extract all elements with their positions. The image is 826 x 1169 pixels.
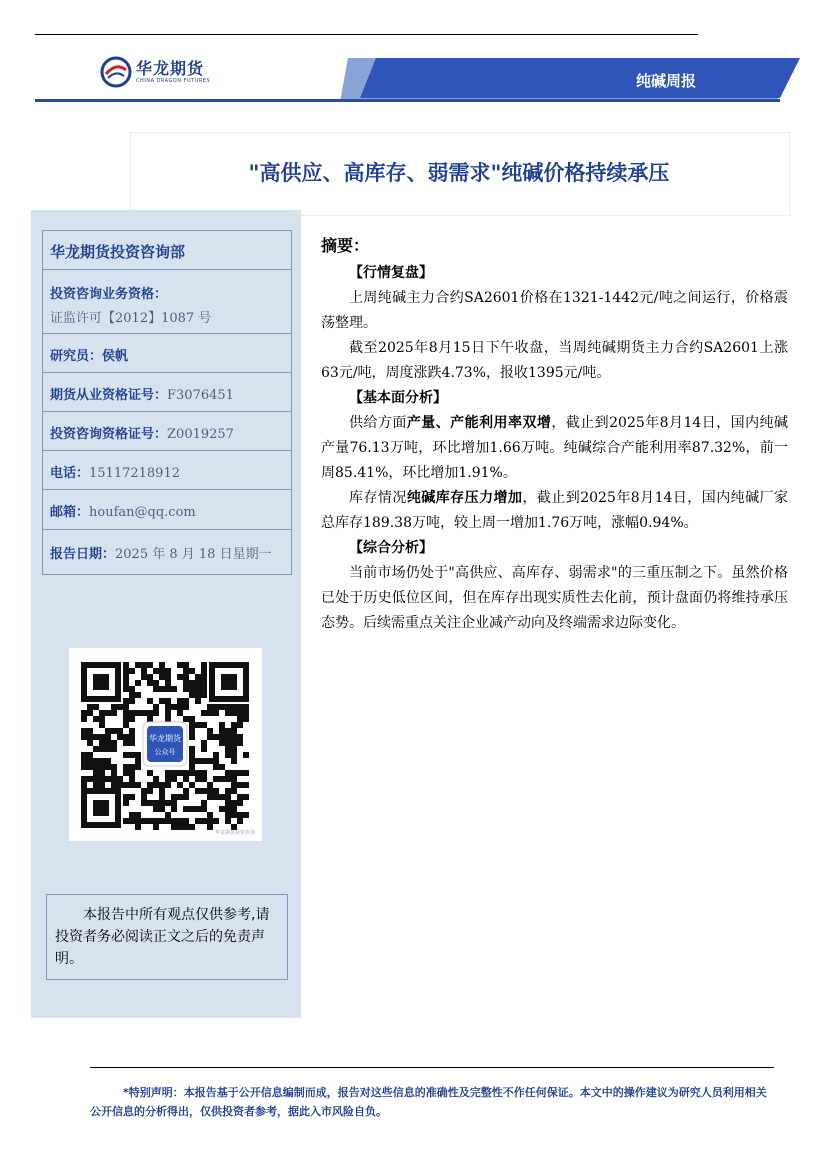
- qr-badge-bottom: 公众号: [154, 748, 176, 756]
- date-label: 报告日期：: [50, 547, 116, 562]
- dragon-logo-icon: [100, 56, 132, 88]
- consult-cert-row: [43, 411, 291, 451]
- researcher-name: 侯帆: [102, 349, 129, 364]
- phone-value: 15117218912: [89, 466, 180, 481]
- report-title: "高供应、高库存、弱需求"纯碱价格持续承压: [248, 161, 670, 185]
- consult-cert-label: 投资咨询资格证号：: [50, 427, 168, 442]
- email-label: 邮箱：: [50, 505, 90, 520]
- researcher-label: 研究员：侯帆: [50, 349, 129, 364]
- email-value[interactable]: houfan@qq.com: [89, 505, 196, 520]
- wechat-qr-code: [69, 648, 262, 841]
- qr-caption: 华龙期货投资咨询: [214, 830, 256, 836]
- disclaimer-text: 本报告中所有观点仅供参考,请投资者务必阅读正文之后的免责声明。: [55, 907, 270, 967]
- fundamental-paragraph-1: 供给方面产量、产能利用率双增，截止到2025年8月14日，国内纯碱产量76.13万吨，环比增加1.66万吨。纯碱综合产能利用率87.32%，前一周85.41%，环比增加1.91%。: [321, 415, 788, 481]
- market-review-title: 【行情复盘】: [349, 265, 433, 281]
- qualification-row: [43, 269, 291, 334]
- analyst-info-box: [42, 230, 292, 575]
- summary-heading: 摘要：: [321, 236, 370, 255]
- market-paragraph-1: 上周纯碱主力合约SA2601价格在1321-1442元/吨之间运行，价格震荡整理。: [321, 290, 788, 331]
- date-row: [43, 529, 291, 573]
- logo-chinese: 华龙期货: [136, 59, 205, 78]
- qr-badge-top: 华龙期货: [149, 734, 181, 743]
- consult-cert-value: Z0019257: [167, 427, 234, 442]
- phone-row: [43, 450, 291, 490]
- department-row: [43, 231, 291, 270]
- company-logo: [100, 52, 220, 92]
- comprehensive-paragraph: 当前市场仍处于"高供应、高库存、弱需求"的三重压制之下。虽然价格已处于历史低位区间，但在库存出现实质性去化前，预计盘面仍将维持承压态势。后续需重点关注企业减产动向及终端需求边际变化。: [321, 565, 788, 631]
- header-rule: [35, 99, 780, 102]
- futures-cert-value: F3076451: [167, 388, 234, 403]
- market-paragraph-2: 截至2025年8月15日下午收盘，当周纯碱期货主力合约SA2601上涨63元/吨，周度涨跌4.73%，报收1395元/吨。: [321, 340, 788, 381]
- top-rule: [35, 34, 698, 35]
- special-statement: *特别声明：本报告基于公开信息编制而成，报告对这些信息的准确性及完整性不作任何保证。本文中的操作建议为研究人员利用相关公开信息的分析得出，仅供投资者参考，据此入市风险自负。: [90, 1086, 767, 1118]
- qualification-label: 投资咨询业务资格：: [50, 287, 168, 302]
- report-type-label: 纯碱周报: [636, 72, 697, 90]
- researcher-row: [43, 333, 291, 373]
- report-type-banner: [340, 58, 800, 102]
- fundamental-title: 【基本面分析】: [349, 390, 447, 406]
- futures-cert-label: 期货从业资格证号：: [50, 388, 168, 403]
- qr-code-icon: [69, 648, 262, 841]
- qualification-value: 证监许可【2012】1087 号: [50, 311, 212, 326]
- phone-label: 电话：: [50, 466, 90, 481]
- supply-highlight: 产量、产能利用率双增: [406, 415, 552, 431]
- logo-english: CHINA DRAGON FUTURES: [136, 78, 211, 84]
- footer-rule: [90, 1067, 774, 1068]
- department-name: 华龙期货投资咨询部: [50, 243, 186, 261]
- email-row: [43, 489, 291, 530]
- fundamental-paragraph-2: 库存情况纯碱库存压力增加，截止到2025年8月14日，国内纯碱厂家总库存189.38万吨，较上周一增加1.76万吨，涨幅0.94%。: [321, 490, 789, 531]
- comprehensive-title: 【综合分析】: [349, 540, 433, 556]
- date-value: 2025 年 8 月 18 日星期一: [115, 547, 272, 562]
- summary-body: [321, 261, 788, 636]
- futures-cert-row: [43, 372, 291, 412]
- inventory-highlight: 纯碱库存压力增加: [406, 490, 523, 506]
